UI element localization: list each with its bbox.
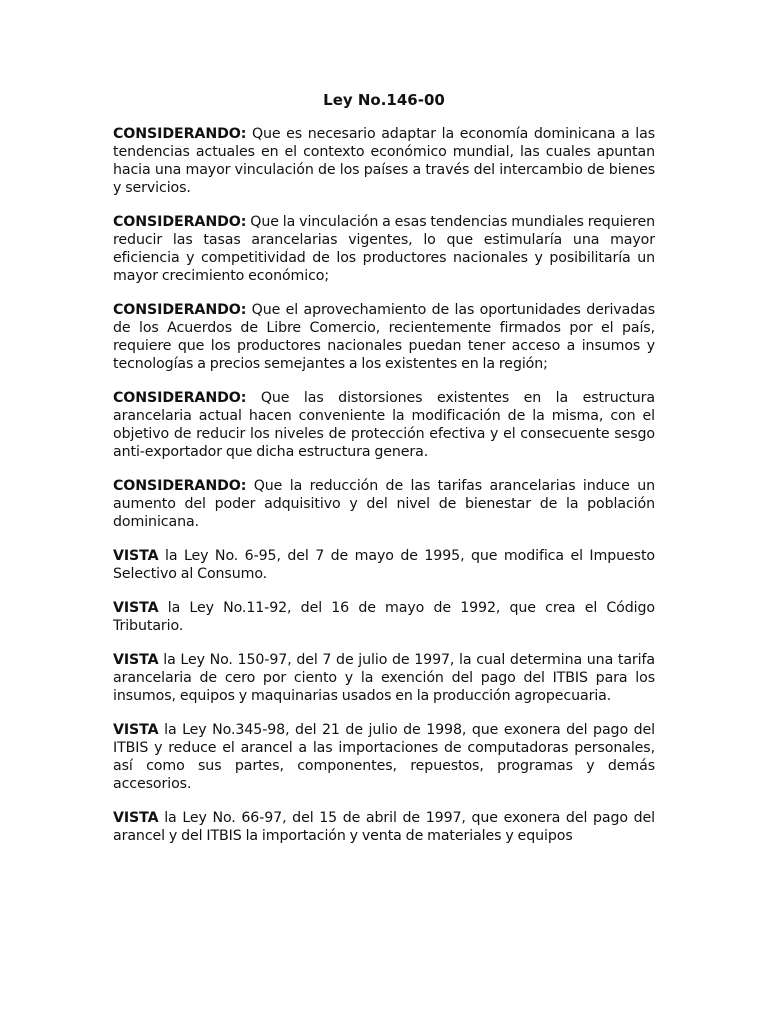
considerando-paragraph (113, 125, 655, 197)
vista-paragraph (113, 599, 655, 635)
considerando-paragraph (113, 477, 655, 531)
paragraph-keyword: CONSIDERANDO: (113, 214, 247, 230)
paragraph-keyword: CONSIDERANDO: (113, 302, 247, 318)
paragraph-text: Que es necesario adaptar la economía dominicana a las tendencias actuales en el contexto económico mundial, las cuales apuntan hacia una mayor vinculación de los países a través del intercambio de bienes y servicios. (113, 126, 655, 196)
paragraph-keyword: VISTA (113, 652, 159, 668)
paragraph-keyword: VISTA (113, 722, 159, 738)
paragraph-text: la Ley No.345-98, del 21 de julio de 1998, que exonera del pago del ITBIS y reduce el arancel a las importaciones de computadoras personales, así como sus partes, componentes, repuestos, programas y demás accesorios. (113, 722, 655, 792)
paragraph-keyword: VISTA (113, 548, 159, 564)
document-page (113, 91, 655, 861)
vista-paragraph (113, 721, 655, 793)
considerando-paragraph (113, 301, 655, 373)
paragraph-keyword: CONSIDERANDO: (113, 126, 247, 142)
paragraph-text: Que las distorsiones existentes en la estructura arancelaria actual hacen conveniente la modificación de la misma, con el objetivo de reducir los niveles de protección efectiva y el consecuente sesgo anti-exportador que dicha estructura genera. (113, 390, 655, 460)
vista-paragraph (113, 809, 655, 845)
considerando-paragraph (113, 389, 655, 461)
document-title: Ley No.146-00 (323, 91, 445, 109)
paragraph-text: la Ley No. 66-97, del 15 de abril de 1997, que exonera del pago del arancel y del ITBIS la importación y venta de materiales y equipos (113, 810, 655, 844)
vista-paragraph (113, 547, 655, 583)
paragraph-text: Que el aprovechamiento de las oportunidades derivadas de los Acuerdos de Libre Comercio, recientemente firmados por el país, requiere que los productores nacionales puedan tener acceso a insumos y tecnologías a precios semejantes a los existentes en la región; (113, 302, 655, 372)
paragraph-text: Que la reducción de las tarifas arancelarias induce un aumento del poder adquisitivo y del nivel de bienestar de la población dominicana. (113, 478, 655, 530)
paragraph-keyword: CONSIDERANDO: (113, 478, 247, 494)
paragraph-keyword: VISTA (113, 810, 159, 826)
vista-paragraph (113, 651, 655, 705)
paragraph-text: la Ley No. 6-95, del 7 de mayo de 1995, que modifica el Impuesto Selectivo al Consumo. (113, 548, 655, 582)
paragraph-keyword: CONSIDERANDO: (113, 390, 247, 406)
paragraph-text: la Ley No.11-92, del 16 de mayo de 1992, que crea el Código Tributario. (113, 600, 655, 634)
considerando-paragraph (113, 213, 655, 285)
paragraph-keyword: VISTA (113, 600, 159, 616)
paragraph-text: la Ley No. 150-97, del 7 de julio de 1997, la cual determina una tarifa arancelaria de cero por ciento y la exención del pago del ITBIS para los insumos, equipos y maquinarias usados en la producción agropecuaria. (113, 652, 655, 704)
paragraph-text: Que la vinculación a esas tendencias mundiales requieren reducir las tasas arancelarias vigentes, lo que estimularía una mayor eficiencia y competitividad de los productores nacionales y posibilitaría un mayor crecimiento económico; (113, 214, 655, 284)
